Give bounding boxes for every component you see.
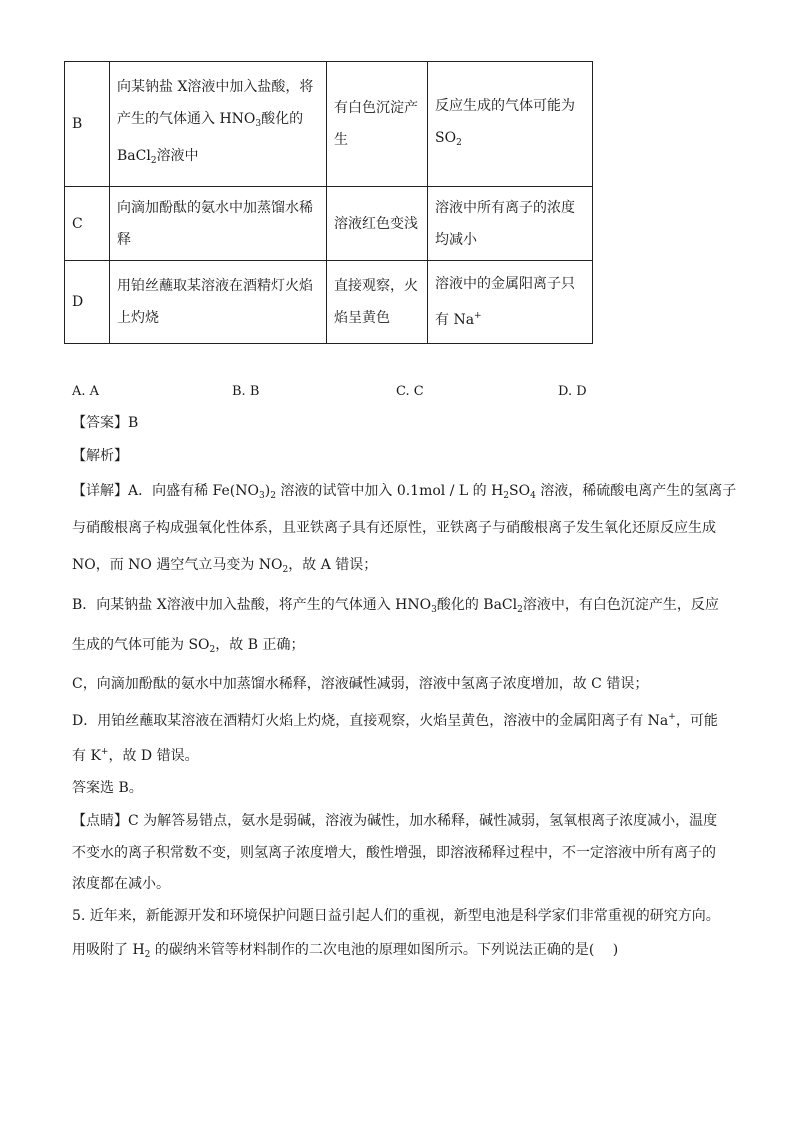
detail-line-2: 与硝酸根离子构成强氧化性体系，且亚铁离子具有还原性，亚铁离子与硝酸根离子发生氧化还原反应生成: [72, 520, 716, 536]
table-row: [65, 187, 593, 261]
question-5-line-2: 用吸附了 $H_2$ 的碳纳米管等材料制作的二次电池的原理如图所示。下列说法正确的是( ): [72, 942, 619, 960]
detail-line-5: 生成的气体可能为 $SO_2$，故 B 正确；: [72, 637, 305, 655]
experiment-cell: 向某钠盐 X溶液中加入盐酸，将 产生的气体通入 $HNO_3$酸化的 BaCl$_2$溶液中: [110, 62, 327, 187]
choice-d: D. D: [558, 384, 587, 399]
comment-line-3: 浓度都在减小。: [72, 876, 170, 892]
choice-c: C. C: [396, 384, 424, 399]
conclusion-cell: 溶液中的金属阳离子只 有 Na+: [428, 261, 593, 344]
comment-line-1: 【点睛】C 为解答易错点，氨水是弱碱，溶液为碱性，加水稀释，碱性减弱，氢氧根离子浓度减小，温度: [72, 813, 718, 829]
row-label: B: [65, 62, 110, 187]
detail-line-7: D．用铂丝蘸取某溶液在酒精灯火焰上灼烧，直接观察，火焰呈黄色，溶液中的金属阳离子有 Na+，可能: [72, 712, 718, 729]
phenomenon-cell: 直接观察，火 焰呈黄色: [327, 261, 428, 344]
question-5-line-1: 5. 近年来，新能源开发和环境保护问题日益引起人们的重视，新型电池是科学家们非常重视的研究方向。: [72, 908, 720, 924]
answer-line: 【答案】B: [72, 415, 139, 431]
phenomenon-cell: 有白色沉淀产 生: [327, 62, 428, 187]
phenomenon-cell: 溶液红色变浅: [327, 187, 428, 261]
options-table: [64, 61, 593, 344]
conclusion-cell: 溶液中所有离子的浓度 均减小: [428, 187, 593, 261]
analysis-heading: 【解析】: [72, 448, 128, 464]
table-row: [65, 62, 593, 187]
table-row: [65, 261, 593, 344]
detail-line-1: 【详解】A．向盛有稀 $Fe(NO_3)_2$ 溶液的试管中加入 0.1mol / L 的 $H_2SO_4$ 溶液，稀硫酸电离产生的氢离子: [72, 483, 737, 501]
choice-a: A. A: [72, 384, 100, 399]
choice-b: B. B: [232, 384, 260, 399]
comment-line-2: 不变水的离子积常数不变，则氢离子浓度增大，酸性增强，即溶液稀释过程中，不一定溶液中所有离子的: [72, 845, 716, 861]
experiment-cell: 用铂丝蘸取某溶液在酒精灯火焰 上灼烧: [110, 261, 327, 344]
detail-line-4: B．向某钠盐 X溶液中加入盐酸，将产生的气体通入 $HNO_3$酸化的 BaCl$_2$溶液中，有白色沉淀产生，反应: [72, 597, 719, 615]
row-label: D: [65, 261, 110, 344]
detail-line-8: 有 K+，故 D 错误。: [72, 747, 199, 764]
row-label: C: [65, 187, 110, 261]
conclusion-cell: 反应生成的气体可能为 $SO_2$: [428, 62, 593, 187]
detail-line-6: C，向滴加酚酞的氨水中加蒸馏水稀释，溶液碱性减弱，溶液中氢离子浓度增加，故 C 错误；: [72, 676, 649, 692]
detail-line-3: NO，而 NO 遇空气立马变为 $NO_2$，故 A 错误；: [72, 557, 378, 575]
final-answer: 答案选 B。: [72, 780, 143, 796]
experiment-cell: 向滴加酚酞的氨水中加蒸馏水稀 释: [110, 187, 327, 261]
